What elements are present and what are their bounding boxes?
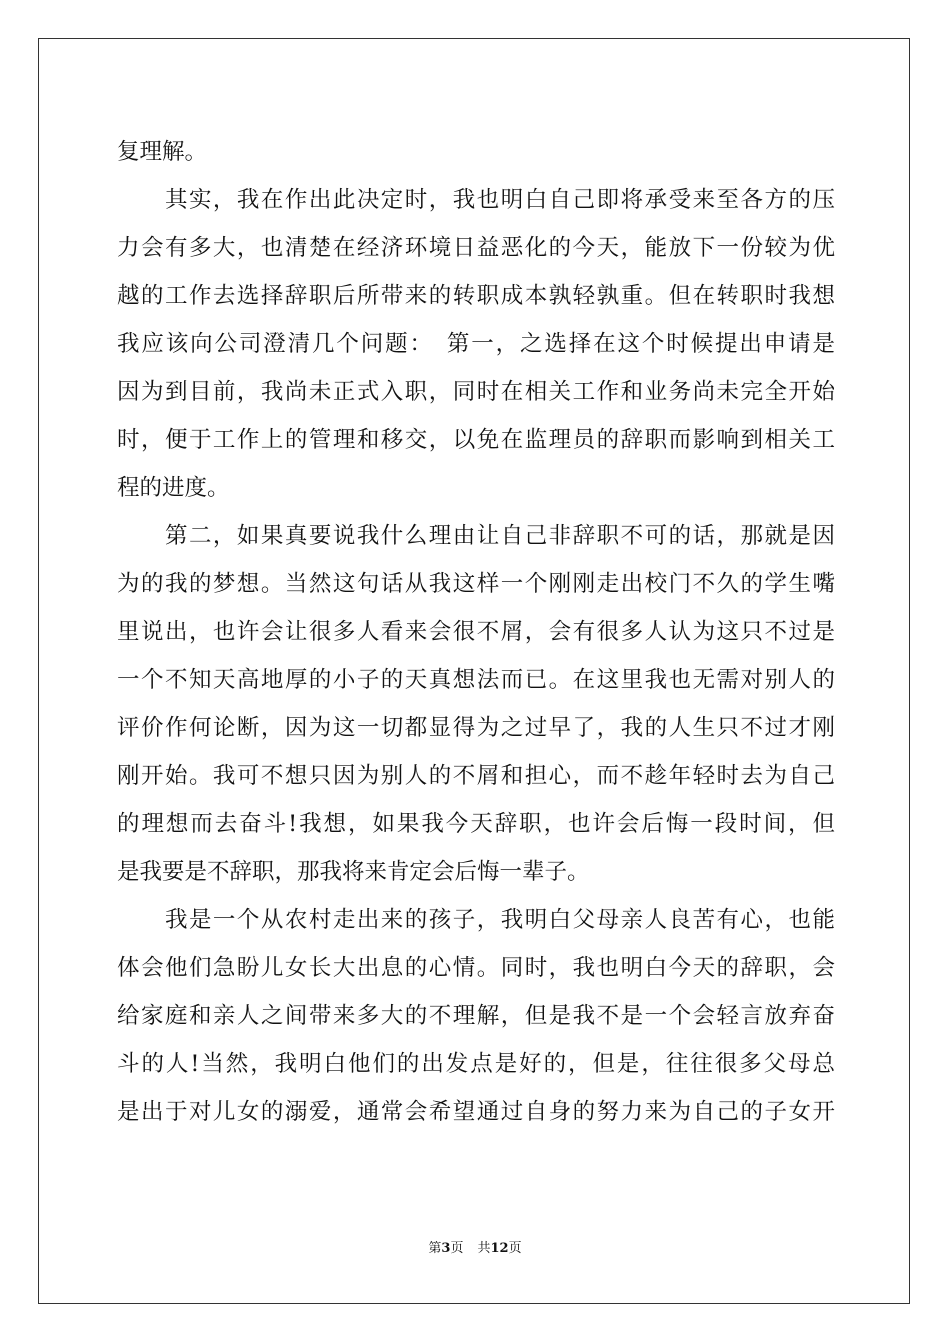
text-line: 为的我的梦想。当然这句话从我这样一个刚刚走出校门不久的学生嘴 [117,571,835,597]
text-line: 越的工作去选择辞职后所带来的转职成本孰轻孰重。但在转职时我想 [117,283,835,309]
text-line: 评价作何论断，因为这一切都显得为之过早了，我的人生只不过才刚 [117,715,835,741]
text-line: 程的进度。 [117,475,230,501]
text-line: 力会有多大，也清楚在经济环境日益恶化的今天，能放下一份较为优 [117,235,835,261]
text-line: 体会他们急盼儿女长大出息的心情。同时，我也明白今天的辞职，会 [117,955,835,981]
total-suffix: 页 [508,1241,522,1256]
text-line: 里说出，也许会让很多人看来会很不屑，会有很多人认为这只不过是 [117,619,835,645]
text-line: 是我要是不辞职，那我将来肯定会后悔一辈子。 [117,859,590,885]
text-line: 的理想而去奋斗!我想，如果我今天辞职，也许会后悔一段时间，但 [117,811,835,837]
text-line: 给家庭和亲人之间带来多大的不理解，但是我不是一个会轻言放弃奋 [117,1003,835,1029]
text-line: 因为到目前，我尚未正式入职，同时在相关工作和业务尚未完全开始 [117,379,835,405]
text-line: 刚开始。我可不想只因为别人的不屑和担心，而不趁年轻时去为自己 [117,763,835,789]
total-pages: 12 [490,1241,509,1256]
page-footer [0,1240,950,1258]
text-line: 复理解。 [117,139,208,165]
total-prefix: 共 [477,1241,491,1256]
text-line: 第二，如果真要说我什么理由让自己非辞职不可的话，那就是因 [117,523,835,549]
text-line: 其实，我在作出此决定时，我也明白自己即将承受来至各方的压 [117,187,835,213]
page-suffix: 页 [450,1241,464,1256]
page-prefix: 第 [428,1241,442,1256]
text-line: 斗的人!当然，我明白他们的出发点是好的，但是，往往很多父母总 [117,1051,835,1077]
text-line: 时，便于工作上的管理和移交，以免在监理员的辞职而影响到相关工 [117,427,835,453]
text-line: 我是一个从农村走出来的孩子，我明白父母亲人良苦有心，也能 [117,907,835,933]
text-line: 我应该向公司澄清几个问题： 第一，之选择在这个时候提出申请是 [117,331,835,357]
page-number: 3 [441,1241,451,1256]
text-line: 一个不知天高地厚的小子的天真想法而已。在这里我也无需对别人的 [117,667,835,693]
text-line: 是出于对儿女的溺爱，通常会希望通过自身的努力来为自己的子女开 [117,1099,835,1125]
